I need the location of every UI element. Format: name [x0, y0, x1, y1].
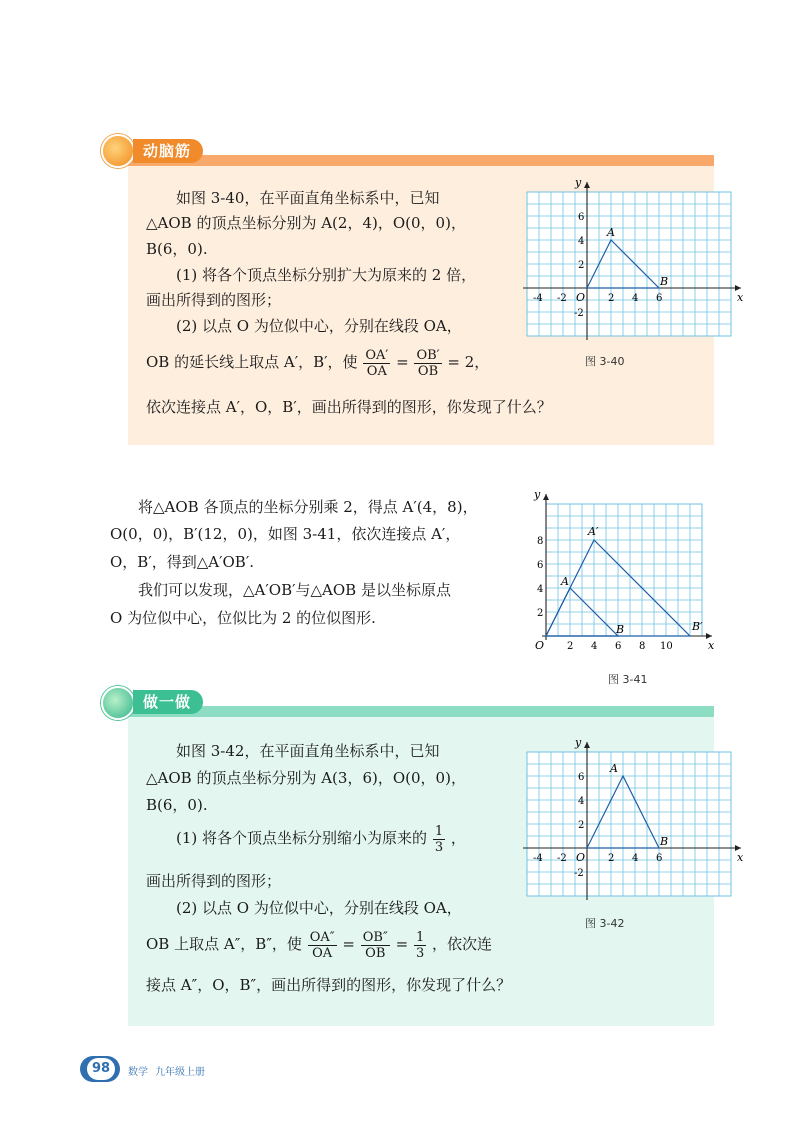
figure-3-40-caption: 图 3-40 [585, 355, 625, 368]
footer-grade: 九年级上册 [155, 1067, 205, 1078]
s1-frac-oa-num: OA′ [365, 347, 389, 363]
s2-line7-post: ，依次连 [432, 935, 493, 953]
s2-frac-ob-num: OB″ [362, 929, 388, 945]
origin-label: O [535, 639, 545, 652]
x-axis-label: x [737, 851, 744, 864]
s1-frac-oa [363, 348, 390, 379]
point-label: B [616, 623, 625, 636]
x-tick-label: 8 [639, 641, 646, 652]
s2-line4-pre: (1) 将各个顶点坐标分别缩小为原来的 [176, 829, 428, 847]
y-tick-label: 4 [578, 796, 585, 807]
s2-frac-ob-den: OB [365, 945, 386, 961]
point-label: A [610, 762, 618, 775]
s1-frac-oa-den: OA [366, 363, 387, 379]
s2-line4 [176, 820, 466, 856]
s2-line4-post: ， [450, 829, 466, 847]
x-tick-label: 2 [608, 293, 615, 304]
s2-line7 [146, 926, 492, 962]
section2-title: 做一做 [133, 690, 203, 714]
y-axis-arrow [584, 182, 590, 188]
s2-eq2: = [395, 935, 409, 953]
y-tick-label: 2 [578, 260, 585, 271]
y-tick-label: 6 [578, 212, 585, 223]
s2-line6: (2) 以点 O 为位似中心，分别在线段 OA， [176, 899, 462, 917]
s1-line3: B(6，0). [146, 240, 208, 258]
point-label: B [660, 835, 669, 848]
footer-subject: 数学 [128, 1067, 148, 1078]
hand-icon [101, 686, 135, 720]
s2-line2: △AOB 的顶点坐标分别为 A(3，6)，O(0，0)， [146, 769, 466, 787]
s2-line7-pre: OB 上取点 A″，B″，使 [146, 935, 302, 953]
s1-line2: △AOB 的顶点坐标分别为 A(2，4)，O(0，0)， [146, 214, 466, 232]
ans-line3: O，B′，得到△A′OB′. [110, 553, 254, 571]
s1-frac-ob-den: OB [417, 363, 439, 379]
y-axis-label: y [575, 736, 582, 749]
point-label: B [660, 275, 669, 288]
y-axis-label: y [575, 176, 582, 189]
y-tick-label: 2 [537, 608, 544, 619]
x-tick-label: -2 [557, 853, 567, 864]
s1-line6: (2) 以点 O 为位似中心，分别在线段 OA， [176, 317, 462, 335]
x-tick-label: -2 [557, 293, 567, 304]
s1-line7-pre: OB 的延长线上取点 A′，B′，使 [146, 353, 358, 371]
s2-line1: 如图 3-42，在平面直角坐标系中，已知 [176, 742, 440, 760]
y-tick-label: 6 [578, 772, 585, 783]
point-label: A′ [588, 525, 599, 538]
section1-title: 动脑筋 [133, 139, 203, 163]
s1-line1: 如图 3-40，在平面直角坐标系中，已知 [176, 189, 440, 207]
s1-line5: 画出所得到的图形； [146, 291, 282, 309]
s2-line3: B(6，0). [146, 796, 208, 814]
x-axis-label: x [737, 291, 744, 304]
s2-frac-ratio [414, 930, 426, 961]
y-tick-label: -2 [574, 868, 584, 879]
y-tick-label: 6 [537, 560, 544, 571]
figure-3-41 [530, 488, 722, 656]
figure-3-42 [515, 736, 744, 903]
ans-line1: 将△AOB 各顶点的坐标分别乘 2，得点 A′(4，8)， [138, 498, 478, 516]
x-tick-label: 6 [615, 641, 622, 652]
section1-header-bar [128, 155, 714, 166]
figure-3-41-caption: 图 3-41 [608, 673, 648, 686]
s2-frac-ratio-num: 1 [415, 929, 425, 945]
s1-line7-post: = 2， [447, 353, 490, 371]
s2-frac-oa [308, 930, 337, 961]
origin-label: O [576, 291, 586, 304]
origin-label: O [576, 851, 586, 864]
s2-frac-oa-num: OA″ [309, 929, 335, 945]
s2-line8: 接点 A″，O，B″，画出所得到的图形，你发现了什么？ [146, 976, 512, 994]
point-label: B′ [692, 620, 703, 633]
x-tick-label: 4 [591, 641, 598, 652]
y-tick-label: 4 [537, 584, 544, 595]
s2-frac-ob [361, 930, 390, 961]
point-label: A [561, 575, 569, 588]
x-tick-label: -4 [533, 853, 543, 864]
s1-line8: 依次连接点 A′，O，B′，画出所得到的图形，你发现了什么？ [146, 398, 552, 416]
y-axis-arrow [584, 742, 590, 748]
x-tick-label: 4 [632, 853, 639, 864]
brain-icon [101, 134, 135, 168]
s1-line4: (1) 将各个顶点坐标分别扩大为原来的 2 倍， [176, 266, 477, 284]
x-axis-label: x [708, 639, 715, 652]
s2-frac-oa-den: OA [312, 945, 333, 961]
x-tick-label: 10 [660, 641, 673, 652]
footer-page-number: 98 [87, 1058, 115, 1080]
x-tick-label: 2 [608, 853, 615, 864]
s1-line7 [146, 344, 489, 380]
s1-frac-ob-num: OB′ [416, 347, 440, 363]
s2-frac-third-den: 3 [434, 839, 444, 855]
s1-eq: = [396, 353, 409, 371]
y-tick-label: 8 [537, 536, 544, 547]
ans-line5: O 为位似中心，位似比为 2 的位似图形. [110, 609, 376, 627]
s2-eq1: = [342, 935, 355, 953]
ans-line2: O(0，0)，B′(12，0)，如图 3-41，依次连接点 A′， [110, 525, 461, 543]
y-axis-arrow [543, 494, 549, 500]
s2-frac-third-num: 1 [434, 823, 444, 839]
s2-line5: 画出所得到的图形； [146, 872, 282, 890]
y-tick-label: -2 [574, 308, 584, 319]
x-tick-label: 2 [567, 641, 574, 652]
y-tick-label: 4 [578, 236, 585, 247]
x-tick-label: 6 [656, 293, 663, 304]
s1-frac-ob [414, 348, 441, 379]
figure-3-40 [515, 176, 744, 343]
s2-frac-ratio-den: 3 [415, 945, 425, 961]
x-tick-label: -4 [533, 293, 543, 304]
section2-header-bar [128, 706, 714, 717]
y-axis-label: y [534, 488, 541, 501]
s2-frac-third [433, 824, 445, 855]
point-label: A [607, 226, 615, 239]
figure-3-42-caption: 图 3-42 [585, 917, 625, 930]
y-tick-label: 2 [578, 820, 585, 831]
x-tick-label: 6 [656, 853, 663, 864]
ans-line4: 我们可以发现，△A′OB′与△AOB 是以坐标原点 [138, 581, 451, 599]
x-tick-label: 4 [632, 293, 639, 304]
